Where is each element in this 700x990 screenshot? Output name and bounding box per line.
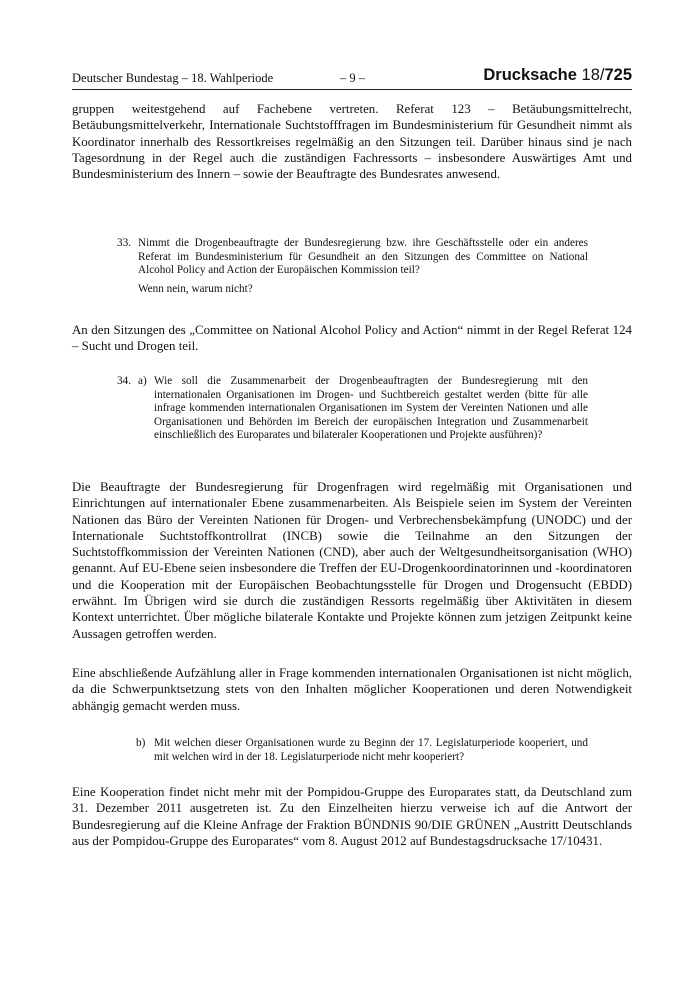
header-parliament: Deutscher Bundestag – 18. Wahlperiode bbox=[72, 71, 274, 85]
question-text: Nimmt die Drogenbeauftragte der Bundesregierung bzw. ihre Geschäftsstelle oder ein anderes Referat im Bundesministerium für Gesundheit an den Sitzungen des Committee on National Alcohol Policy and Action der Europäischen Kommission teil? bbox=[138, 237, 588, 277]
question-subtext: Wenn nein, warum nicht? bbox=[138, 282, 253, 295]
answer-34a-paragraph-2: Eine abschließende Aufzählung aller in Frage kommenden internationalen Organisationen ist nicht möglich, da die Schwerpunktsetzung stets von den Inhalten möglicher Kooperationen und deren Notwendigkeit abhängig gemacht werden muss. bbox=[72, 666, 632, 713]
drucksache-doc-number: 725 bbox=[604, 66, 632, 84]
page-header bbox=[72, 66, 632, 88]
question-34b bbox=[136, 737, 588, 764]
question-number: 33. bbox=[117, 237, 131, 249]
answer-34b: Eine Kooperation findet nicht mehr mit der Pompidou-Gruppe des Europarates statt, da Deutschland zum 31. Dezember 2011 ausgetreten ist. Zu den Einzelheiten hierzu verweise ich auf die Antwort der Bundesregierung auf die Kleine Anfrage der Fraktion BÜNDNIS 90/DIE GRÜNEN „Austritt Deutschlands aus der Pompidou-Gruppe des Europarates“ vom 8. August 2012 auf Bundestagsdrucksache 17/10431. bbox=[72, 785, 632, 848]
page-number: – 9 – bbox=[340, 71, 365, 85]
question-number: 34. bbox=[117, 375, 131, 387]
question-34a bbox=[117, 375, 588, 443]
question-33 bbox=[117, 237, 588, 296]
drucksache-number bbox=[483, 66, 632, 85]
drucksache-label: Drucksache bbox=[483, 66, 577, 84]
question-label: b) bbox=[136, 737, 146, 749]
drucksache-series: 18/ bbox=[581, 66, 605, 84]
question-label: a) bbox=[138, 375, 147, 387]
answer-33: An den Sitzungen des „Committee on National Alcohol Policy and Action“ nimmt in der Regel Referat 124 – Sucht und Drogen teil. bbox=[72, 323, 632, 354]
header-rule bbox=[72, 89, 632, 90]
answer-34a-paragraph-1: Die Beauftragte der Bundesregierung für Drogenfragen wird regelmäßig mit Organisationen und Einrichtungen auf internationaler Ebene zusammenarbeiten. Als Beispiele seien im System der Vereinten Nationen das Büro der Vereinten Nationen für Drogen- und Verbrechensbekämpfung (UNODC) und der Internationale Suchtstoffkontrollrat (INCB) sowie die Teilnahme an den Sitzungen der Suchtstoffkommission der Vereinten Nationen (CND), aber auch der Weltgesundheitsorganisation (WHO) genannt. Auf EU-Ebene seien insbesondere die Treffen der EU-Drogenkoordinatorinnen und -koordinatoren und die Kooperation mit der Europäischen Beobachtungsstelle für Drogen und Drogensucht (EBDD) erwähnt. Im Übrigen wird sie durch die zuständigen Ressorts regelmäßig über Aktivitäten in diesem Kontext unterrichtet. Über mögliche bilaterale Kontakte und Projekte können zum jetzigen Zeitpunkt keine Aussagen getroffen werden. bbox=[72, 480, 632, 641]
paragraph-intro: gruppen weitestgehend auf Fachebene vertreten. Referat 123 – Betäubungsmittelrecht, Betäubungsmittelverkehr, Internationale Suchtstofffragen im Bundesministerium für Gesundheit nimmt als Koordinator innerhalb des Ressortkreises regelmäßig an den Sitzungen teil. Darüber hinaus sind je nach Tagesordnung in der Regel auch die zuständigen Fachressorts – insbesondere Auswärtiges Amt und Bundesministerium des Innern – sowie der Beauftragte des Bundesrates anwesend. bbox=[72, 102, 632, 182]
question-text: Mit welchen dieser Organisationen wurde zu Beginn der 17. Legislaturperiode kooperiert, und mit welchen wird in der 18. Legislaturperiode nicht mehr kooperiert? bbox=[154, 737, 588, 763]
question-text: Wie soll die Zusammenarbeit der Drogenbeauftragten der Bundesregierung mit den internationalen Organisationen im Drogen- und Suchtbereich gestaltet werden (bitte für alle infrage kommenden internationalen Organisationen im System der Vereinten Nationen und alle Organisationen und Behörden im Bereich der europäischen Integration und Zusammenarbeit einschließlich des Europarates und bilateraler Kooperationen und Projekte ausführen)? bbox=[154, 375, 588, 442]
